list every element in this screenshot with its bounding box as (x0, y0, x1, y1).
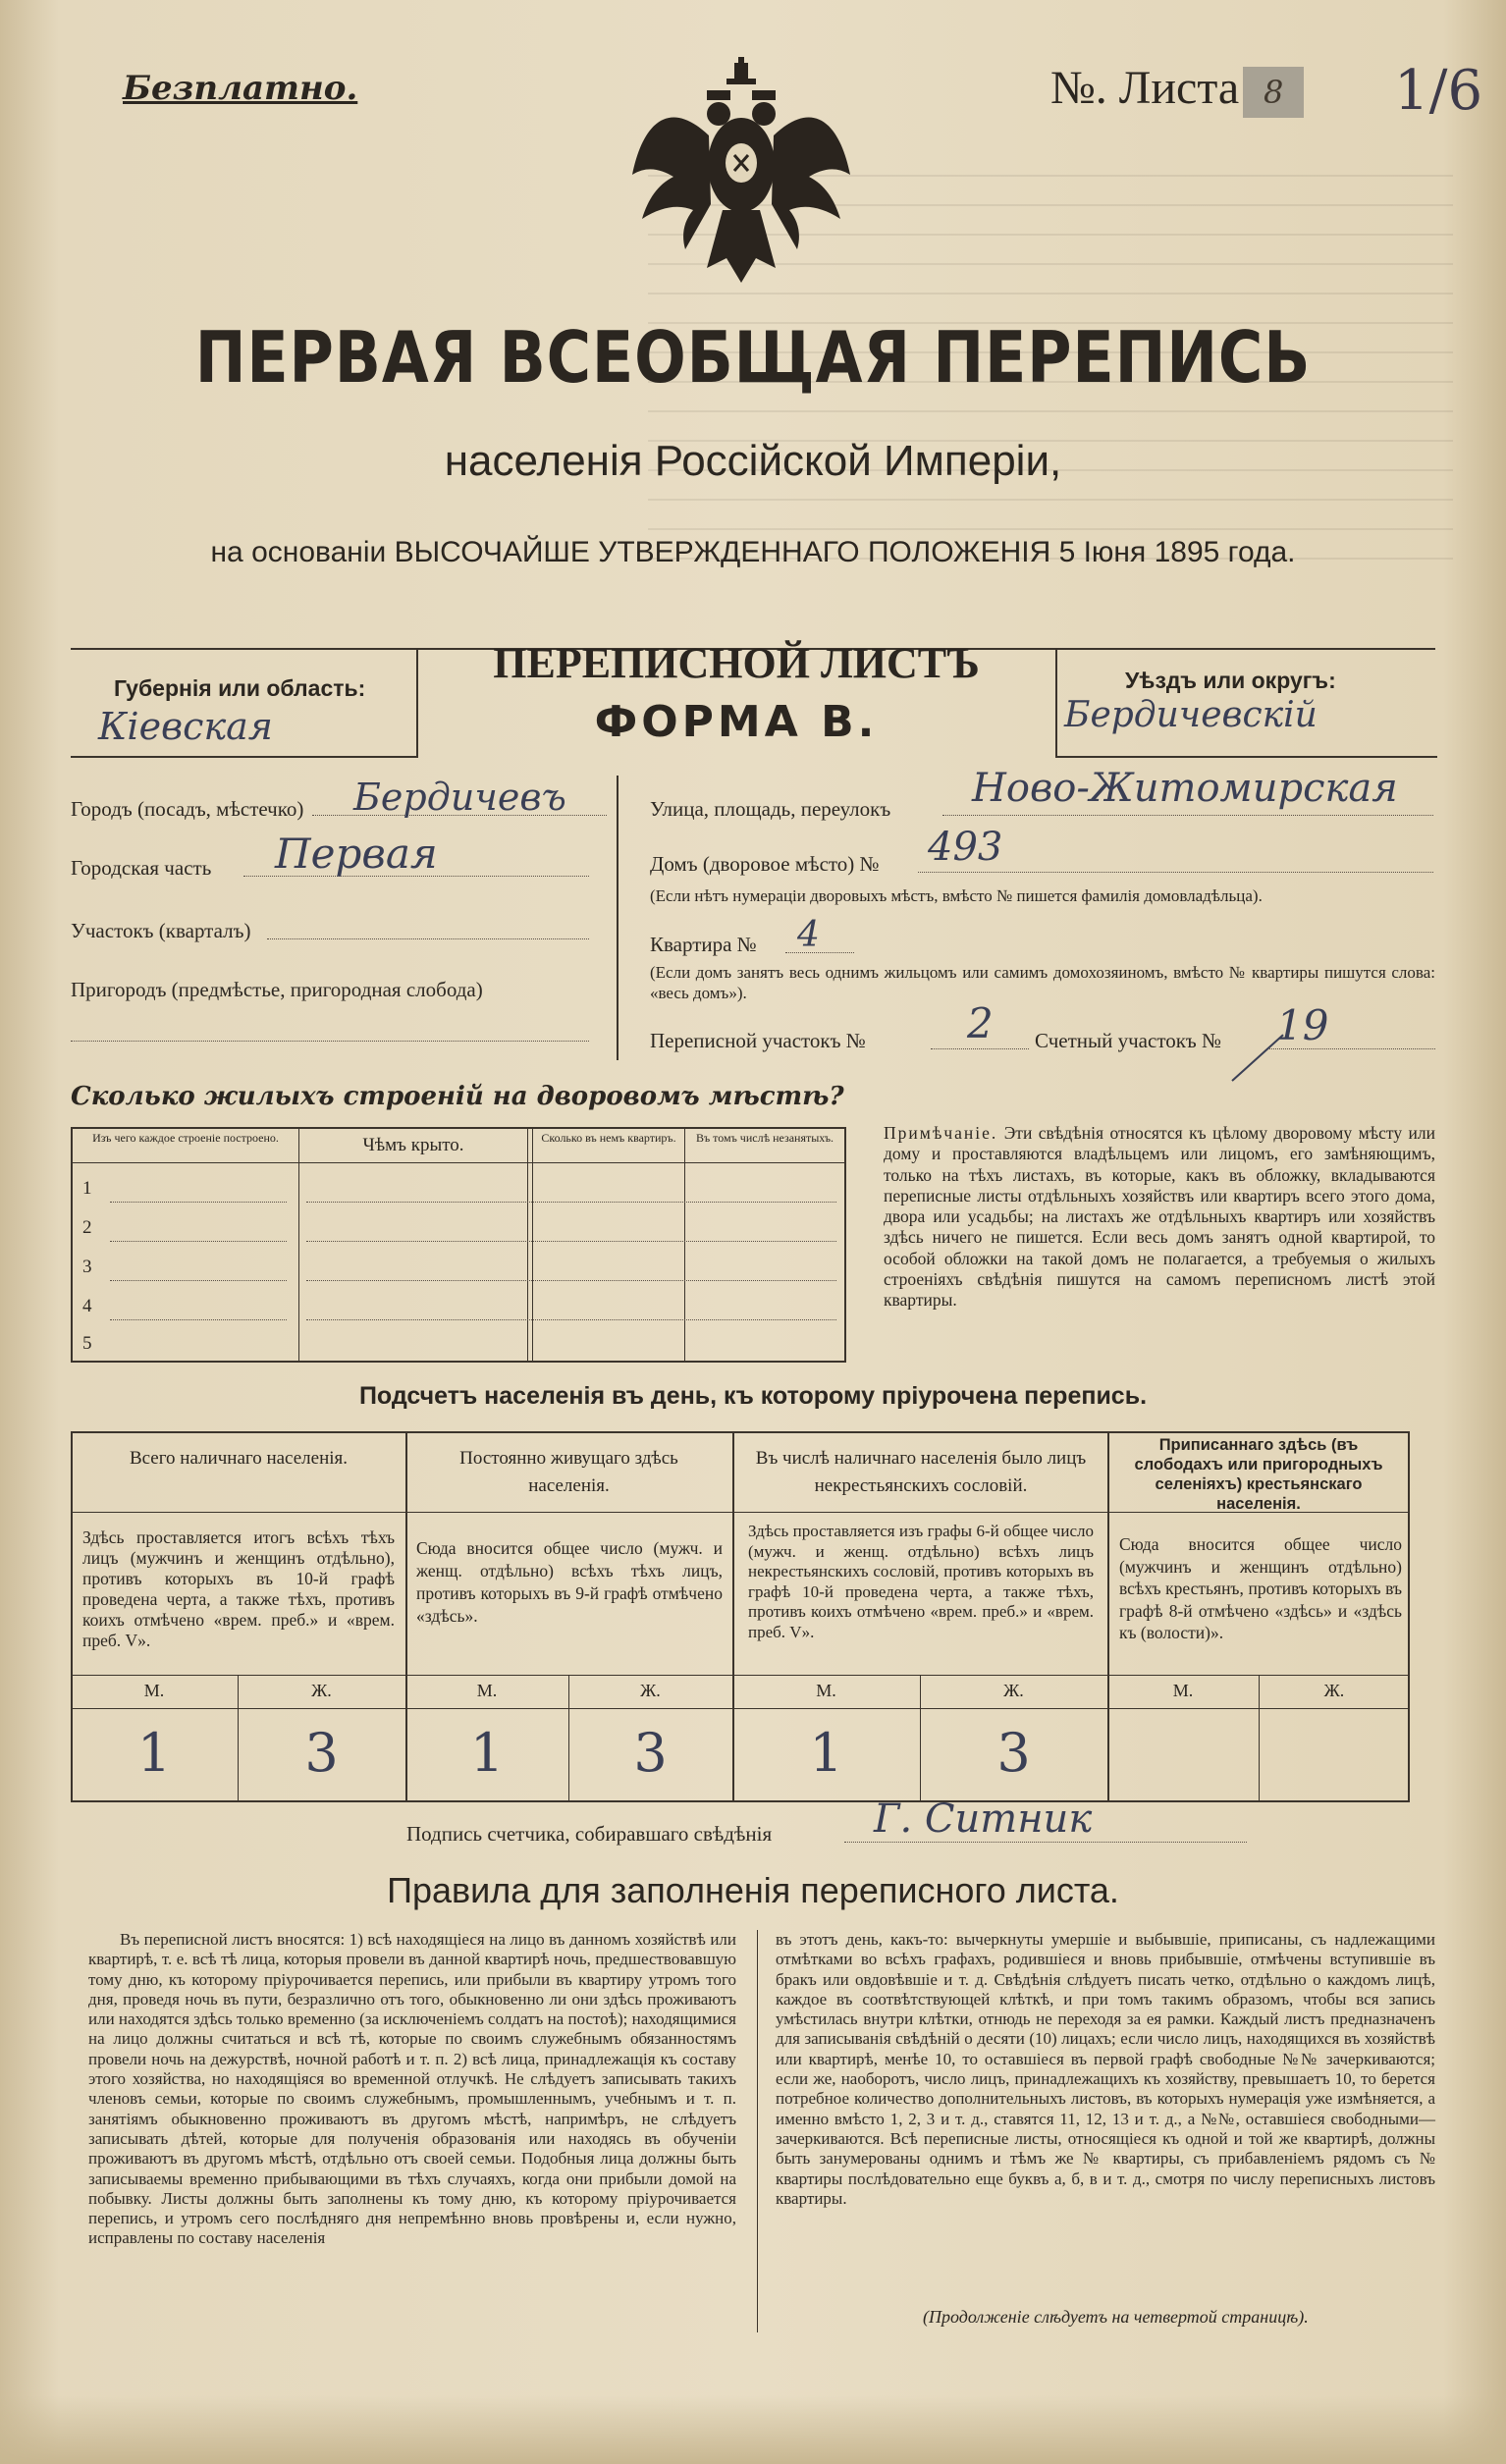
male-permanent-value: 1 (469, 1722, 505, 1784)
population-col-head: Въ числѣ наличнаго населенія было лицъ некрестьянскихъ сословій. (755, 1448, 1087, 1496)
sheet-number-label: №. Листа (1050, 62, 1240, 114)
buildings-row (82, 1296, 92, 1317)
rules-continued: (Продолженіе слѣдуетъ на четвертой страницѣ). (923, 2307, 1309, 2327)
signature-line (844, 1842, 1247, 1843)
buildings-header-vacant: Въ томъ числѣ незанятыхъ. (695, 1131, 834, 1145)
flat-value: 4 (797, 915, 820, 955)
row-line (306, 1241, 836, 1242)
row-line (110, 1280, 287, 1281)
row-line (306, 1319, 836, 1320)
district-label: Участокъ (кварталъ) (71, 919, 251, 942)
population-col-text: Здѣсь проставляется итогъ всѣхъ тѣхъ лицъ (мужчинъ и женщинъ отдѣльно), противъ которыхъ въ 10-й графѣ проведена черта, а также тѣхъ, противъ коихъ отмѣчено «врем. преб.» и «врем. преб. V». (82, 1527, 395, 1650)
street-value: Ново-Житомирская (972, 766, 1398, 811)
suburb-label: Пригородъ (предмѣстье, пригородная слобода) (71, 978, 483, 1001)
population-col-head: Постоянно живущаго здѣсь населенія. (459, 1448, 678, 1496)
population-col-text: Сюда вносится общее число (мужчинъ и женщинъ отдѣльно) всѣхъ крестьянъ, противъ которыхъ въ графѣ 8-й отмѣчено «здѣсь» и «здѣсь къ (волости)». (1119, 1534, 1402, 1642)
row-number: 2 (82, 1217, 92, 1238)
buildings-row (82, 1217, 92, 1239)
archive-number: 1/6 (1394, 59, 1483, 123)
census-area-label: Переписной участокъ № (650, 1029, 866, 1052)
form-title: ПЕРЕПИСНОЙ ЛИСТЪ (493, 639, 980, 687)
female-label: Ж. (1323, 1681, 1345, 1700)
buildings-header-roof: Чѣмъ крыто. (362, 1135, 464, 1155)
row-line (306, 1280, 836, 1281)
buildings-col-rule (532, 1127, 533, 1363)
row-line (110, 1202, 287, 1203)
street-label: Улица, площадь, переулокъ (650, 797, 891, 821)
main-title: ПЕРВАЯ ВСЕОБЩАЯ ПЕРЕПИСЬ (194, 316, 1312, 399)
count-area-mark (1231, 1034, 1283, 1081)
basis-line: на основаніи ВЫСОЧАЙШЕ УТВЕРЖДЕННАГО ПОЛОЖЕНІЯ 5 Іюня 1895 года. (210, 536, 1296, 568)
house-line (918, 872, 1433, 873)
buildings-col-rule (527, 1127, 528, 1363)
uezd-value: Бердичевскій (1064, 695, 1318, 735)
row-number: 5 (82, 1333, 92, 1354)
house-value: 493 (928, 825, 1003, 870)
buildings-col-rule (298, 1127, 299, 1363)
street-line (942, 815, 1433, 816)
population-table (71, 1431, 1410, 1802)
census-area-line (931, 1048, 1029, 1049)
sheet-number-value: 8 (1243, 67, 1304, 118)
governorate-value: Кіевская (98, 705, 273, 748)
buildings-header-flats: Сколько въ немъ квартиръ. (541, 1131, 676, 1145)
population-mf-rule (71, 1675, 1410, 1676)
house-note: (Если нѣтъ нумераціи дворовыхъ мѣстъ, вмѣсто № пишется фамилія домовладѣльца). (650, 886, 1263, 905)
sheet-number (1050, 63, 1304, 118)
buildings-table (71, 1127, 846, 1363)
signature-label: Подпись счетчика, собиравшаго свѣдѣнія (406, 1822, 773, 1846)
female-total-value: 3 (304, 1722, 339, 1784)
population-col-head: Всего наличнаго населенія. (129, 1448, 349, 1469)
rules-left-column: Въ переписной листъ вносятся: 1) всѣ находящіеся на лицо въ данномъ хозяйствѣ или квартирѣ, т. е. всѣ тѣ лица, которыя провели въ данной квартирѣ ночь, предшествовавшую тому дню, къ которому пріурочивается перепись, или прибыли въ квартиру утромъ того дня, проведя ночь въ пути, безразлично отъ того, обыкновенно ли они здѣсь проживаютъ или находятся здѣсь только временно (за исключеніемъ солдатъ на постоѣ); находящимися на лицо должны считаться и всѣ тѣ, которые по своимъ служебнымъ обязанностямъ провели ночь на дежурствѣ, ночной работѣ и т. п. 2) всѣ лица, принадлежащія къ составу этого хозяйства, но находящіяся во временной отлучкѣ. Не слѣдуетъ записывать такихъ членовъ семьи, которые по своимъ служебнымъ, промышленнымъ, учебнымъ и т. п. занятіямъ обыкновенно проживаютъ въ другомъ мѣстѣ, напримѣръ, не слѣдуетъ записывать дѣтей, которые для полученія образованія или находясь въ обученіи проживаютъ въ другомъ мѣстѣ, отдѣльно отъ своей семьи. Подобныя лица должны быть записываемы временно прибывающими въ тѣхъ случаяхъ, когда они прибыли домой на побывку. Листы должны быть заполнены къ тому дню, къ которому пріурочивается перепись, и утромъ сего послѣдняго дня непремѣнно вновь провѣрены и, если нужно, исправлены по составу населенія (88, 1930, 736, 2248)
buildings-row (82, 1333, 92, 1355)
male-label: М. (816, 1681, 836, 1700)
row-line (110, 1319, 287, 1320)
flat-label: Квартира № (650, 933, 757, 956)
form-type: ФОРМА В. (594, 697, 879, 747)
row-number: 1 (82, 1178, 92, 1199)
signature-value: Г. Ситник (874, 1796, 1093, 1842)
female-non-peasant-value: 3 (996, 1722, 1031, 1784)
male-label: М. (1172, 1681, 1194, 1700)
city-label: Городъ (посадъ, мѣстечко) (71, 797, 304, 821)
male-label: М. (476, 1681, 498, 1700)
governorate-label: Губернія или область: (114, 675, 366, 701)
double-headed-eagle-emblem (628, 57, 854, 288)
female-label: Ж. (311, 1681, 332, 1700)
male-label: М. (143, 1681, 165, 1700)
subtitle: населенія Россійской Имперіи, (444, 437, 1062, 485)
population-col-rule (1107, 1431, 1109, 1802)
city-value: Бердичевъ (353, 776, 566, 819)
census-area-value: 2 (967, 999, 994, 1047)
female-label: Ж. (1003, 1681, 1024, 1700)
free-label: Безплатно. (123, 69, 358, 108)
uezd-label: Уѣздъ или округъ: (1125, 668, 1336, 693)
buildings-row (82, 1178, 92, 1200)
district-line (267, 938, 589, 939)
rules-title: Правила для заполненія переписного листа. (387, 1870, 1119, 1910)
male-non-peasant-value: 1 (809, 1722, 843, 1784)
row-line (110, 1241, 287, 1242)
population-title: Подсчетъ населенія въ день, къ которому пріурочена перепись. (358, 1382, 1148, 1410)
rules-right-column: въ этотъ день, какъ-то: вычеркнуты умершіе и выбывшіе, приписаны, съ надлежащими отмѣтками во всѣхъ графахъ, родившіеся и вновь прибывшіе, отмѣчены вступившіе въ бракъ или овдовѣвшіе и т. д. Свѣдѣнія слѣдуетъ писать четко, отдѣльно о каждомъ лицѣ, каждое въ соотвѣтствующей клѣткѣ, и при томъ такимъ образомъ, чтобы вся запись умѣстилась внутри клѣтки, отнюдь не переходя за ея рамки. Каждый листъ предназначенъ для записыванія свѣдѣній о десяти (10) лицахъ; если число лицъ, находящихся въ хозяйствѣ или квартирѣ, менѣе 10, то оставшіеся въ первой графѣ свободные №№ зачеркиваются; если же, наоборотъ, число лицъ, принадлежащихъ къ хозяйству, превышаетъ 10, то берется потребное количество дополнительныхъ листовъ, въ которыхъ нумерація уже измѣняется, а именно вмѣсто 1, 2, 3 и т. д., ставятся 11, 12, 13 и т. д., а №№, оставшіеся свободными—зачеркиваются. Всѣ переписные листы, относящіеся къ одной и той же квартирѣ, должны быть занумерованы однимъ и тѣмъ же № квартиры, съ прибавленіемъ рядомъ съ № квартиры послѣдовательно еще буквъ а, б, в и т. д., смотря по числу переписныхъ листовъ квартиры. (776, 1930, 1435, 2208)
buildings-header-rule (71, 1162, 846, 1163)
city-part-value: Первая (275, 830, 438, 878)
population-col-head: Приписаннаго здѣсь (въ слободахъ или пригородныхъ селеніяхъ) крестьянскаго населенія. (1134, 1436, 1383, 1513)
rules-column-divider (757, 1930, 758, 2332)
flat-line (785, 952, 854, 953)
city-part-label: Городская часть (71, 856, 212, 880)
emblem (628, 57, 854, 288)
flat-note: (Если домъ занятъ весь однимъ жильцомъ или самимъ домохозяиномъ, вмѣсто № квартиры пишутся слова: «весь домъ»). (650, 963, 1435, 1002)
population-col-text: Сюда вносится общее число (мужч. и женщ. отдѣльно) всѣхъ тѣхъ лицъ, противъ которыхъ въ 9-й графѣ отмѣчено «здѣсь». (416, 1538, 723, 1626)
buildings-header-material: Изъ чего каждое строеніе построено. (92, 1131, 279, 1145)
suburb-line (71, 1041, 589, 1042)
house-label: Домъ (дворовое мѣсто) № (650, 852, 880, 876)
buildings-col-rule (684, 1127, 685, 1363)
population-values-rule (71, 1708, 1410, 1709)
female-permanent-value: 3 (633, 1722, 668, 1784)
buildings-row (82, 1257, 92, 1278)
buildings-question: Сколько жилыхъ строеній на дворовомъ мѣстѣ? (71, 1082, 844, 1111)
male-total-value: 1 (136, 1722, 172, 1784)
female-label: Ж. (640, 1681, 661, 1700)
row-line (306, 1202, 836, 1203)
row-number: 3 (82, 1257, 92, 1277)
note-text: Эти свѣдѣнія относятся къ цѣлому дворовому мѣсту или дому и проставляются владѣльцемъ или лицомъ, его замѣняющимъ, только на тѣхъ листахъ, въ которые, какъ въ обложку, вкладываются переписные листы отдѣльныхъ хозяйствъ или квартиръ всего этого дома, двора или усадьбы; на листахъ же отдѣльныхъ квартиръ или хозяйствъ здѣсь ничего не пишется. Если весь домъ занятъ одной квартирой, то особой обложки на такой домъ не полагается, а требуемыя о жилыхъ строеніяхъ свѣдѣнія пишутся на самомъ переписномъ листѣ этой квартиры. (884, 1123, 1436, 1311)
row-number: 4 (82, 1296, 92, 1316)
bottom-edge-marks (0, 2395, 1506, 2464)
count-area-value: 19 (1276, 1001, 1329, 1049)
population-col-text: Здѣсь проставляется изъ графы 6-й общее число (мужч. и женщ. отдѣльно) всѣхъ лицъ некрестьянскихъ сословій, противъ которыхъ въ графѣ 10-й проведена черта, а также тѣхъ, противъ коихъ отмѣчено «врем. преб.» и «врем. преб. V». (748, 1522, 1094, 1641)
address-divider (617, 776, 619, 1060)
note-head: Примѣчаніе. (884, 1123, 998, 1143)
count-area-label: Счетный участокъ № (1035, 1029, 1222, 1052)
buildings-note (884, 1123, 1435, 1312)
